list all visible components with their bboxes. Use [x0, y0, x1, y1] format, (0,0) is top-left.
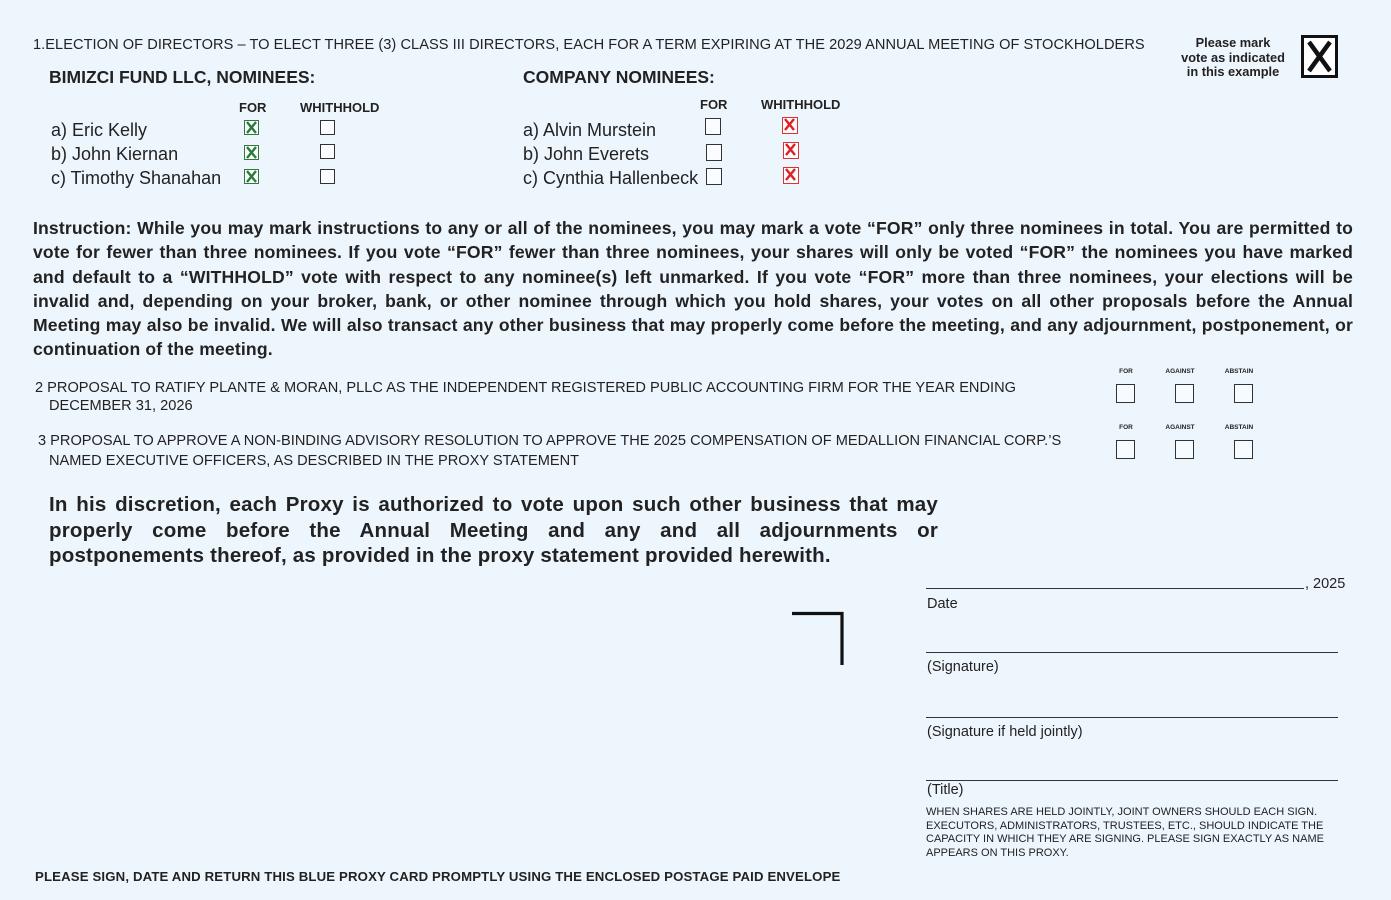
example-x-icon — [1301, 35, 1338, 78]
title-label: (Title) — [927, 782, 964, 798]
red-x-icon — [783, 142, 798, 157]
signature-label: (Signature) — [927, 659, 999, 675]
nominee-alvin-murstein: a) Alvin Murstein — [523, 120, 657, 140]
john-kiernan-withhold-checkbox[interactable] — [320, 144, 335, 159]
bimizci-nominees-heading: BIMIZCI FUND LLC, NOMINEES: — [49, 67, 316, 87]
eric-kelly-withhold-checkbox[interactable] — [320, 120, 335, 135]
joint-signature-label: (Signature if held jointly) — [927, 724, 1083, 740]
example-caption-line1: Please mark — [1195, 35, 1271, 50]
green-x-icon — [244, 145, 259, 160]
proposal-2-line1: 2 PROPOSAL TO RATIFY PLANTE & MORAN, PLLC AS THE INDEPENDENT REGISTERED PUBLIC ACCOUNTING FIRM FOR THE YEAR ENDING — [35, 380, 1016, 396]
proposal-3-abstain-header: ABSTAIN — [1224, 424, 1254, 431]
green-x-icon — [244, 169, 259, 184]
proposal-3-line2: NAMED EXECUTIVE OFFICERS, AS DESCRIBED IN THE PROXY STATEMENT — [49, 452, 580, 469]
alvin-murstein-withhold-checkbox[interactable] — [782, 117, 798, 134]
company-withhold-header: WHITHHOLD — [761, 97, 841, 112]
nominee-eric-kelly: a) Eric Kelly — [51, 120, 148, 140]
proposal-2-for-header: FOR — [1119, 368, 1133, 375]
date-line[interactable] — [926, 588, 1304, 589]
proposal-3-text — [38, 432, 1061, 471]
joint-owner-note: WHEN SHARES ARE HELD JOINTLY, JOINT OWNERS SHOULD EACH SIGN. EXECUTORS, ADMINISTRATORS, TRUSTEES, ETC., SHOULD INDICATE THE CAPACITY IN WHICH THEY ARE SIGNING. PLEASE SIGN EXACTLY AS NAME APPEARS ON THIS PROXY. — [926, 806, 1324, 859]
green-x-icon — [244, 120, 259, 135]
return-instructions-footer: PLEASE SIGN, DATE AND RETURN THIS BLUE PROXY CARD PROMPTLY USING THE ENCLOSED POSTAGE PAID ENVELOPE — [35, 869, 841, 884]
discretion-paragraph: In his discretion, each Proxy is authorized to vote upon such other business that may properly come before the Annual Meeting and any and all adjournments or postponements thereof, as provided in the proxy statement provided herewith. — [49, 493, 938, 567]
proposal-3-against-header: AGAINST — [1165, 424, 1195, 431]
nominee-cynthia-hallenbeck: c) Cynthia Hallenbeck — [523, 168, 699, 188]
proposal-1-title: 1.ELECTION OF DIRECTORS – TO ELECT THREE (3) CLASS III DIRECTORS, EACH FOR A TERM EXPIRING AT THE 2029 ANNUAL MEETING OF STOCKHOLDERS — [33, 37, 1145, 53]
signature-line[interactable] — [926, 652, 1338, 653]
timothy-shanahan-withhold-checkbox[interactable] — [320, 169, 335, 184]
john-everets-withhold-checkbox[interactable] — [783, 142, 799, 159]
proposal-2-abstain-header: ABSTAIN — [1224, 368, 1254, 375]
example-caption — [1170, 36, 1296, 80]
bimizci-withhold-header: WHITHHOLD — [300, 100, 380, 115]
john-kiernan-for-checkbox[interactable] — [244, 145, 259, 160]
nominee-john-everets: b) John Everets — [523, 144, 650, 164]
proposal-2-against-checkbox[interactable] — [1175, 384, 1194, 403]
eric-kelly-for-checkbox[interactable] — [244, 120, 259, 135]
date-label: Date — [927, 596, 958, 612]
example-caption-line3: in this example — [1186, 64, 1280, 79]
instruction-paragraph: Instruction: While you may mark instructions to any or all of the nominees, you may mark a vote “FOR” only three nominees in total. You are permitted to vote for fewer than three nominees. If you vote “FOR” fewer than three nominees, your shares will only be voted “FOR” the nominees you have marked and default to a “WITHHOLD” vote with respect to any nominee(s) left unmarked. If you vote “FOR” more than three nominees, your elections will be invalid and, depending on your broker, bank, or other nominee through which you hold shares, your votes on all other proposals before the Annual Meeting may also be invalid. We will also transact any other business that may properly come before the meeting, and any adjournment, postponement, or continuation of the meeting. — [33, 218, 1353, 360]
joint-signature-line[interactable] — [926, 717, 1338, 718]
john-everets-for-checkbox[interactable] — [706, 144, 722, 161]
cynthia-hallenbeck-withhold-checkbox[interactable] — [783, 167, 799, 184]
corner-crop-mark — [790, 610, 850, 670]
proposal-3-for-header: FOR — [1119, 424, 1133, 431]
proposal-2-line2: DECEMBER 31, 2026 — [49, 398, 193, 414]
proposal-3-for-checkbox[interactable] — [1116, 440, 1135, 459]
red-x-icon — [782, 117, 797, 132]
company-nominees-heading: COMPANY NOMINEES: — [523, 67, 715, 87]
bimizci-for-header: FOR — [239, 100, 267, 115]
title-line[interactable] — [926, 780, 1338, 781]
proposal-3-line1: 3 PROPOSAL TO APPROVE A NON-BINDING ADVISORY RESOLUTION TO APPROVE THE 2025 COMPENSATION OF MEDALLION FINANCIAL CORP.’S — [38, 433, 1062, 449]
cynthia-hallenbeck-for-checkbox[interactable] — [706, 168, 722, 185]
proposal-2-against-header: AGAINST — [1165, 368, 1195, 375]
proposal-3-against-checkbox[interactable] — [1175, 440, 1194, 459]
proposal-3-abstain-checkbox[interactable] — [1234, 440, 1253, 459]
proposal-2-abstain-checkbox[interactable] — [1234, 384, 1253, 403]
proposal-2-for-checkbox[interactable] — [1116, 384, 1135, 403]
nominee-timothy-shanahan: c) Timothy Shanahan — [51, 168, 222, 188]
alvin-murstein-for-checkbox[interactable] — [705, 118, 721, 135]
proposal-2-text — [35, 379, 1016, 415]
date-year-suffix: , 2025 — [1305, 576, 1346, 592]
red-x-icon — [783, 167, 798, 182]
example-caption-line2: vote as indicated — [1181, 49, 1285, 65]
timothy-shanahan-for-checkbox[interactable] — [244, 169, 259, 184]
company-for-header: FOR — [700, 97, 728, 112]
nominee-john-kiernan: b) John Kiernan — [51, 144, 179, 164]
